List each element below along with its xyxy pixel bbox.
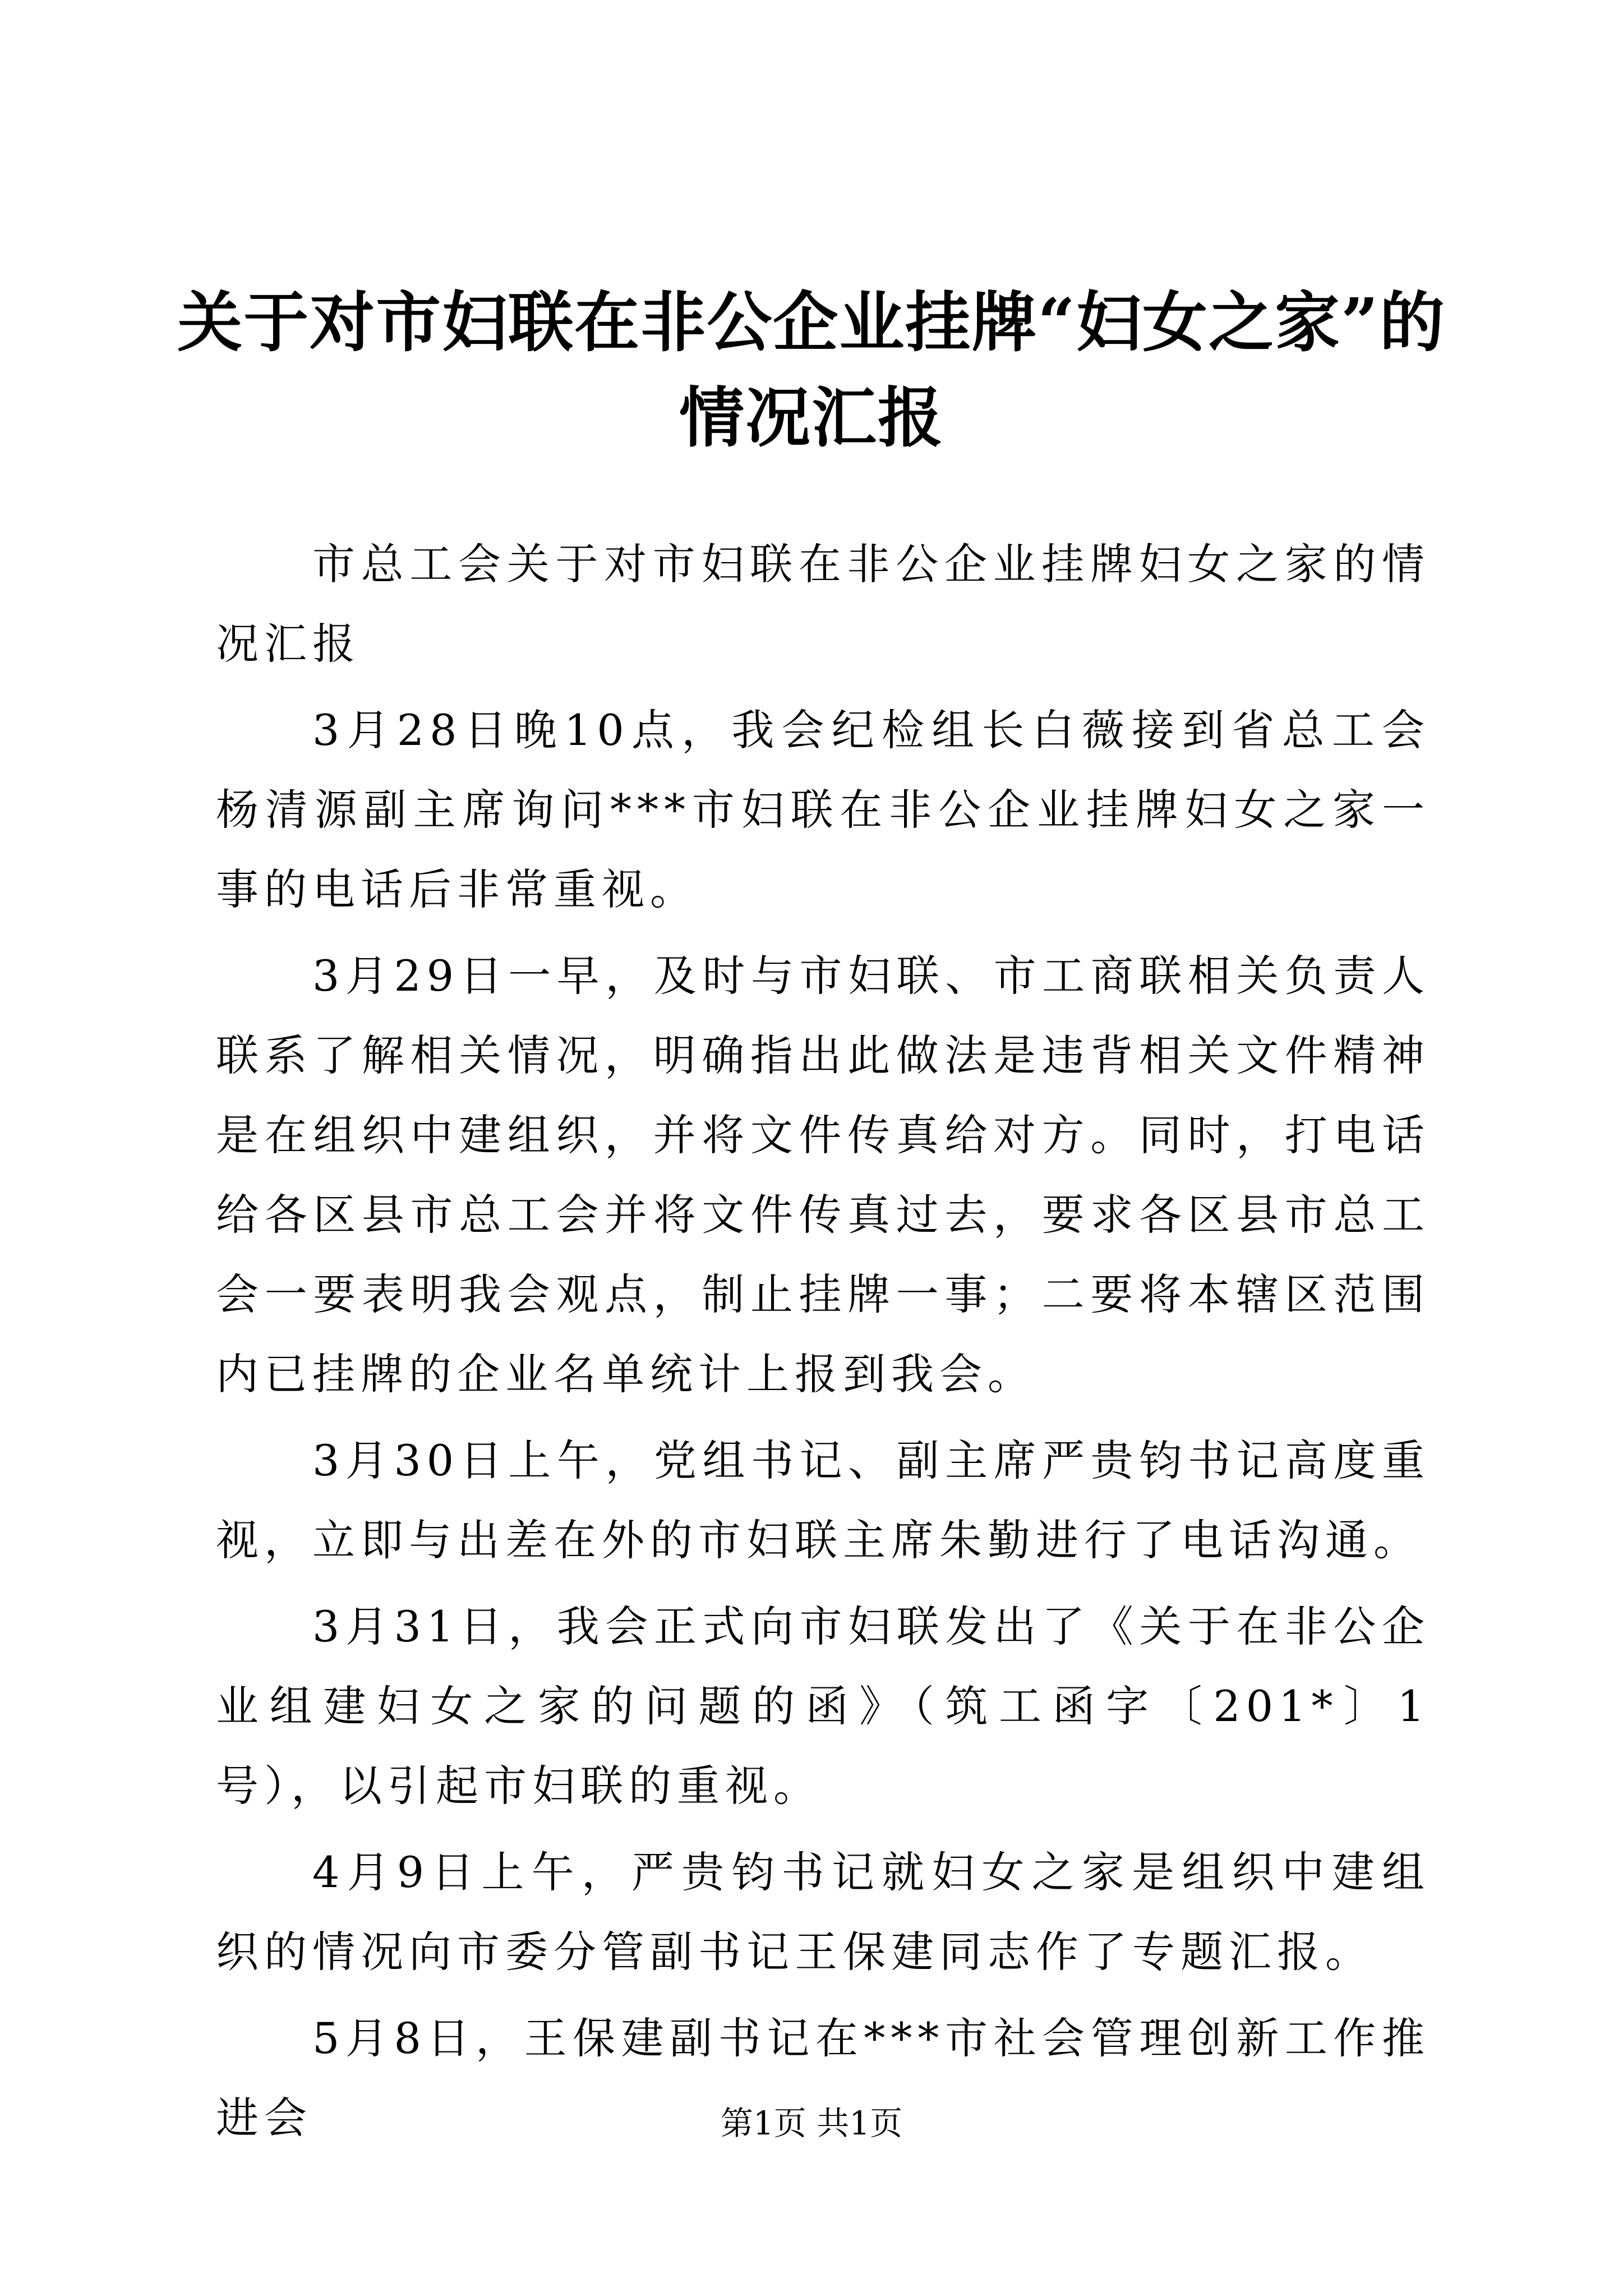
title-line-2: 情况汇报 [679, 380, 944, 456]
paragraph: 3月30日上午，党组书记、副主席严贵钧书记高度重视，立即与出差在外的市妇联主席朱勤进行了电话沟通。 [216, 1435, 1430, 1565]
document-body [216, 524, 1430, 2165]
paragraph: 3月28日晚10点，我会纪检组长白薇接到省总工会杨清源副主席询问***市妇联在非公企业挂牌妇女之家一事的电话后非常重视。 [216, 705, 1430, 914]
page-footer: 第1页 共1页 [720, 2104, 903, 2142]
paragraph: 3月31日，我会正式向市妇联发出了《关于在非公企业组建妇女之家的问题的函》（筑工函字〔201*〕1号），以引起市妇联的重视。 [216, 1602, 1430, 1811]
paragraph: 市总工会关于对市妇联在非公企业挂牌妇女之家的情况汇报 [216, 539, 1430, 669]
paragraph: 3月29日一早，及时与市妇联、市工商联相关负责人联系了解相关情况，明确指出此做法是违背相关文件精神是在组织中建组织，并将文件传真给对方。同时，打电话给各区县市总工会并将文件传真过去，要求各区县市总工会一要表明我会观点，制止挂牌一事；二要将本辖区范围内已挂牌的企业名单统计上报到我会。 [216, 951, 1430, 1399]
paragraph: 5月8日，王保建副书记在***市社会管理创新工作推进会 [216, 2013, 1430, 2143]
document-title [168, 275, 1455, 466]
paragraph: 4月9日上午，严贵钧书记就妇女之家是组织中建组织的情况向市委分管副书记王保建同志作了专题汇报。 [216, 1847, 1430, 1977]
title-line-1: 关于对市妇联在非公企业挂牌“妇女之家”的 [177, 284, 1446, 361]
